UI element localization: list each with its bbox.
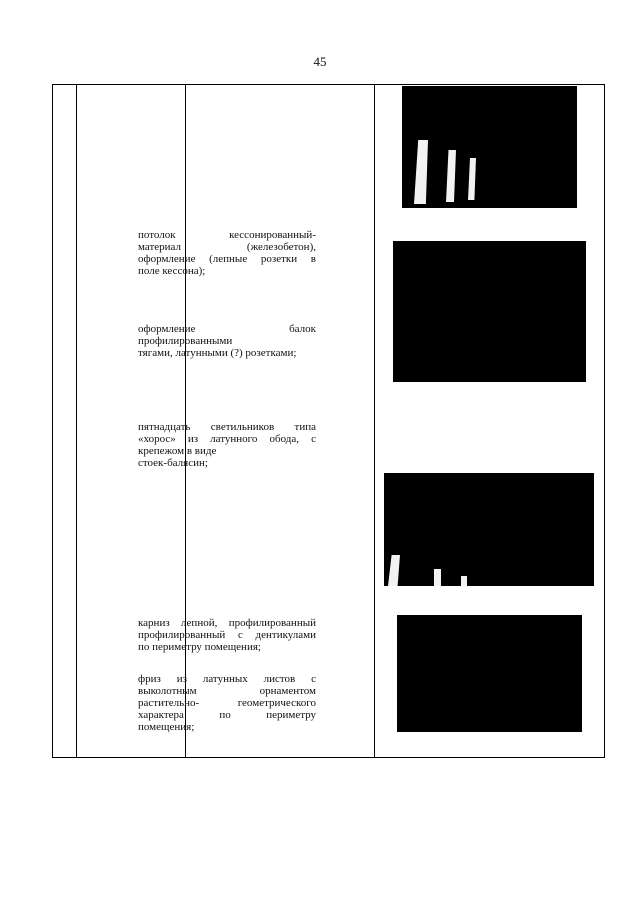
text-line: оформление балок — [138, 323, 316, 335]
text-line: крепежом в виде — [138, 445, 217, 457]
lamp-shape — [468, 158, 476, 200]
ceiling-photo — [402, 86, 577, 208]
column-divider — [374, 85, 375, 757]
text-line: «хорос» из латунного обода, с — [138, 433, 316, 445]
lamp-shape — [388, 555, 400, 586]
ceiling-description — [138, 229, 316, 277]
text-line: фриз из латунных листов с — [138, 673, 316, 685]
column-divider — [76, 85, 77, 757]
text-line: выколотным орнаментом — [138, 685, 316, 697]
frieze-description — [138, 673, 316, 733]
beams-description — [138, 323, 316, 359]
beams-photo — [393, 241, 586, 382]
lamp-shape — [434, 569, 441, 586]
lamps-photo — [384, 473, 594, 586]
lamp-shape — [414, 140, 428, 204]
lamps-description — [138, 421, 316, 469]
cornice-photo — [397, 615, 582, 732]
text-line: материал (железобетон), — [138, 241, 316, 253]
text-line: потолок кессонированный- — [138, 229, 316, 241]
text-line: поле кессона); — [138, 265, 206, 277]
text-line: стоек-балясин; — [138, 457, 208, 469]
text-line: растительно- геометрического — [138, 697, 316, 709]
cornice-description — [138, 617, 316, 653]
page-number: 45 — [313, 54, 327, 69]
text-line: оформление (лепные розетки в — [138, 253, 316, 265]
text-line: помещения; — [138, 721, 195, 733]
text-line: карниз лепной, профилированный — [138, 617, 316, 629]
text-line: профилированными — [138, 335, 233, 347]
text-line: профилированный с дентикулами — [138, 629, 316, 641]
text-line: по периметру помещения; — [138, 641, 261, 653]
lamp-shape — [446, 150, 456, 202]
text-line: тягами, латунными (?) розетками; — [138, 347, 297, 359]
lamp-shape — [461, 576, 467, 586]
text-line: характера по периметру — [138, 709, 316, 721]
text-line: пятнадцать светильников типа — [138, 421, 316, 433]
